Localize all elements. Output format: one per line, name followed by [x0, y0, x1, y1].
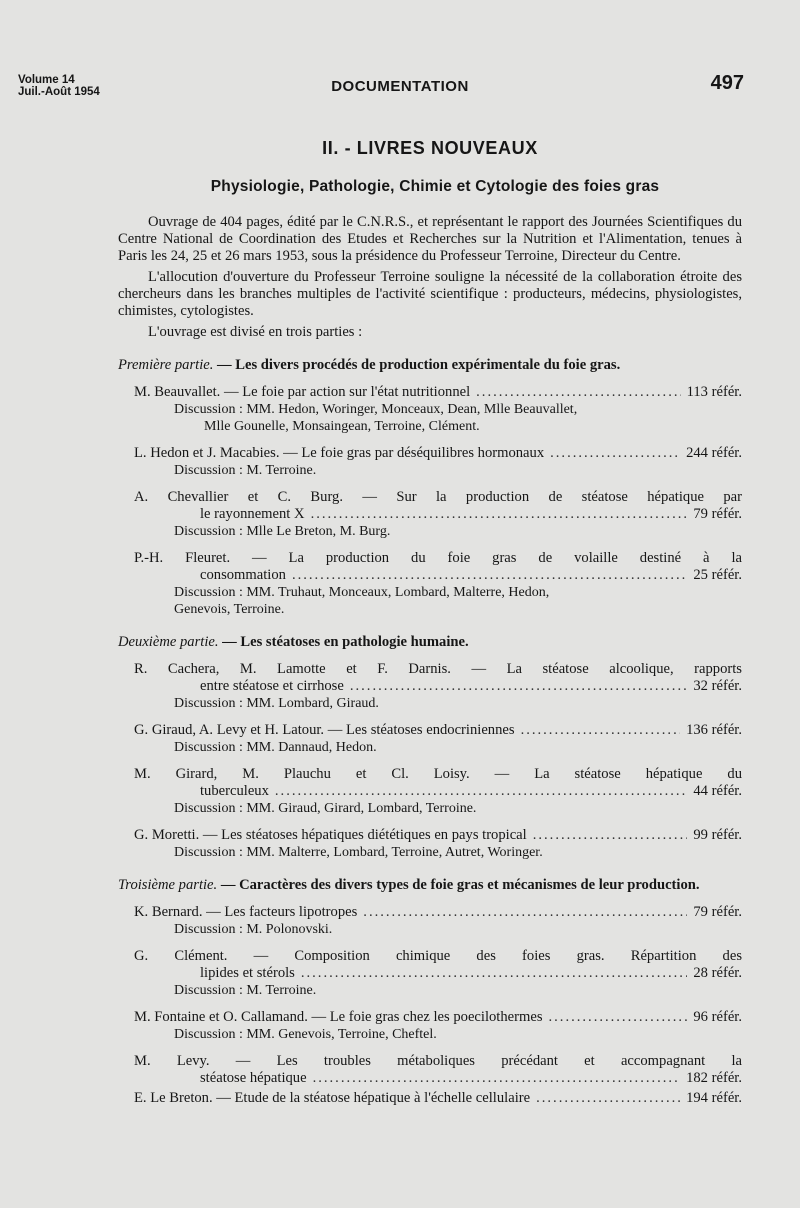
toc-entry — [118, 550, 742, 618]
discussion: Discussion : MM. Dannaud, Hedon. — [174, 740, 377, 755]
reference-count: 79 référ. — [693, 506, 742, 522]
discussion: Discussion : M. Terroine. — [174, 463, 317, 478]
toc-entry — [118, 445, 742, 479]
entry-text: G. Moretti. — Les stéatoses hépatiques diététiques en pays tropical — [134, 827, 527, 843]
part-name: Deuxième partie. — [118, 634, 219, 650]
reference-count: 182 référ. — [686, 1070, 742, 1086]
leader-dots — [536, 1090, 680, 1107]
leader-dots — [313, 1070, 681, 1087]
discussion: Discussion : M. Terroine. — [174, 983, 317, 998]
discussion: Discussion : MM. Hedon, Woringer, Monceaux, Dean, Mlle Beauvallet, — [174, 402, 578, 417]
leader-dots — [521, 722, 681, 739]
article-body — [118, 214, 742, 1110]
toc-entry — [118, 904, 742, 938]
leader-dots — [550, 445, 680, 462]
entry-text: R. Cachera, M. Lamotte et F. Darnis. — La stéatose alcoolique, rapports — [134, 661, 742, 677]
entry-text: M. Fontaine et O. Callamand. — Le foie gras chez les poecilothermes — [134, 1009, 543, 1025]
part-title: — Caractères des divers types de foie gras et mécanismes de leur production. — [217, 877, 700, 893]
leader-dots — [476, 384, 680, 401]
reference-count: 244 référ. — [686, 445, 742, 461]
part-title: — Les divers procédés de production expérimentale du foie gras. — [213, 357, 621, 373]
toc-entry — [118, 948, 742, 999]
part-heading — [118, 357, 742, 374]
leader-dots — [275, 783, 687, 800]
leader-dots — [549, 1009, 688, 1026]
section-title: II. - LIVRES NOUVEAUX — [322, 138, 538, 158]
entry-text: M. Girard, M. Plauchu et Cl. Loisy. — La stéatose hépatique du — [134, 766, 742, 782]
discussion: Discussion : M. Polonovski. — [174, 922, 333, 937]
part-name: Première partie. — [118, 357, 214, 373]
volume-label: Volume 14 — [18, 74, 75, 86]
entry-text-continued: tuberculeux — [200, 783, 269, 799]
leader-dots — [292, 567, 687, 584]
discussion-continued: Genevois, Terroine. — [174, 602, 285, 617]
toc-entry — [118, 661, 742, 712]
reference-count: 136 référ. — [686, 722, 742, 738]
toc-entry — [118, 1090, 742, 1107]
leader-dots — [311, 506, 688, 523]
toc-entry — [118, 722, 742, 756]
part-heading — [118, 877, 742, 894]
toc-entry — [118, 827, 742, 861]
entry-text-continued: lipides et stérols — [200, 965, 295, 981]
entry-text: A. Chevallier et C. Burg. — Sur la production de stéatose hépatique par — [134, 489, 742, 505]
toc-entry — [118, 1009, 742, 1043]
discussion: Discussion : Mlle Le Breton, M. Burg. — [174, 524, 391, 539]
discussion: Discussion : MM. Malterre, Lombard, Terroine, Autret, Woringer. — [174, 845, 543, 860]
leader-dots — [350, 678, 688, 695]
part-heading — [118, 634, 742, 651]
entry-text: L. Hedon et J. Macabies. — Le foie gras par déséquilibres hormonaux — [134, 445, 545, 461]
entry-text: K. Bernard. — Les facteurs lipotropes — [134, 904, 358, 920]
reference-count: 194 référ. — [686, 1090, 742, 1106]
toc-entry — [118, 489, 742, 540]
reference-count: 79 référ. — [693, 904, 742, 920]
discussion-continued: Mlle Gounelle, Monsaingean, Terroine, Clément. — [204, 419, 480, 434]
reference-count: 44 référ. — [693, 783, 742, 799]
running-header-title: DOCUMENTATION — [331, 78, 469, 95]
issue-date: Juil.-Août 1954 — [18, 86, 100, 98]
leader-dots — [533, 827, 688, 844]
leader-dots — [301, 965, 688, 982]
entry-text: G. Clément. — Composition chimique des foies gras. Répartition des — [134, 948, 742, 964]
entry-text: G. Giraud, A. Levy et H. Latour. — Les stéatoses endocriniennes — [134, 722, 515, 738]
reference-count: 28 référ. — [693, 965, 742, 981]
toc-entry — [118, 1053, 742, 1087]
reference-count: 96 référ. — [693, 1009, 742, 1025]
discussion: Discussion : MM. Lombard, Giraud. — [174, 696, 379, 711]
entry-text: M. Levy. — Les troubles métaboliques précédant et accompagnant la — [134, 1053, 742, 1069]
entry-text-continued: consommation — [200, 567, 286, 583]
toc-entry — [118, 384, 742, 435]
page-number: 497 — [710, 72, 744, 94]
entry-text: E. Le Breton. — Etude de la stéatose hépatique à l'échelle cellulaire — [134, 1090, 531, 1106]
entry-text: M. Beauvallet. — Le foie par action sur l'état nutritionnel — [134, 384, 471, 400]
reference-count: 25 référ. — [693, 567, 742, 583]
intro-paragraph: Ouvrage de 404 pages, édité par le C.N.R.S., et représentant le rapport des Journées Scientifiques du Centre National de Coordination des Etudes et Recherches sur la Nutrition et l'Alimentation, tenues à Paris les 24, 25 et 26 mars 1953, sous la présidence du Professeur Terroine, Directeur du Centre. — [118, 214, 742, 264]
entry-text-continued: le rayonnement X — [200, 506, 305, 522]
reference-count: 32 référ. — [693, 678, 742, 694]
entry-text-continued: entre stéatose et cirrhose — [200, 678, 344, 694]
reference-count: 99 référ. — [693, 827, 742, 843]
leader-dots — [363, 904, 687, 921]
intro-paragraph: L'allocution d'ouverture du Professeur Terroine souligne la nécessité de la collaboration étroite des chercheurs dans les branches multiples de l'activité scientifique : producteurs, médecins, physiologistes, chimistes, cytologistes. — [118, 269, 742, 319]
discussion: Discussion : MM. Genevois, Terroine, Cheftel. — [174, 1027, 437, 1042]
book-title: Physiologie, Pathologie, Chimie et Cytologie des foies gras — [210, 178, 660, 195]
toc-entry — [118, 766, 742, 817]
entry-text-continued: stéatose hépatique — [200, 1070, 307, 1086]
part-name: Troisième partie. — [118, 877, 218, 893]
discussion: Discussion : MM. Truhaut, Monceaux, Lombard, Malterre, Hedon, — [174, 585, 550, 600]
intro-paragraph: L'ouvrage est divisé en trois parties : — [148, 324, 363, 340]
entry-text: P.-H. Fleuret. — La production du foie gras de volaille destiné à la — [134, 550, 742, 566]
reference-count: 113 référ. — [686, 384, 742, 400]
discussion: Discussion : MM. Giraud, Girard, Lombard, Terroine. — [174, 801, 477, 816]
part-title: — Les stéatoses en pathologie humaine. — [218, 634, 469, 650]
